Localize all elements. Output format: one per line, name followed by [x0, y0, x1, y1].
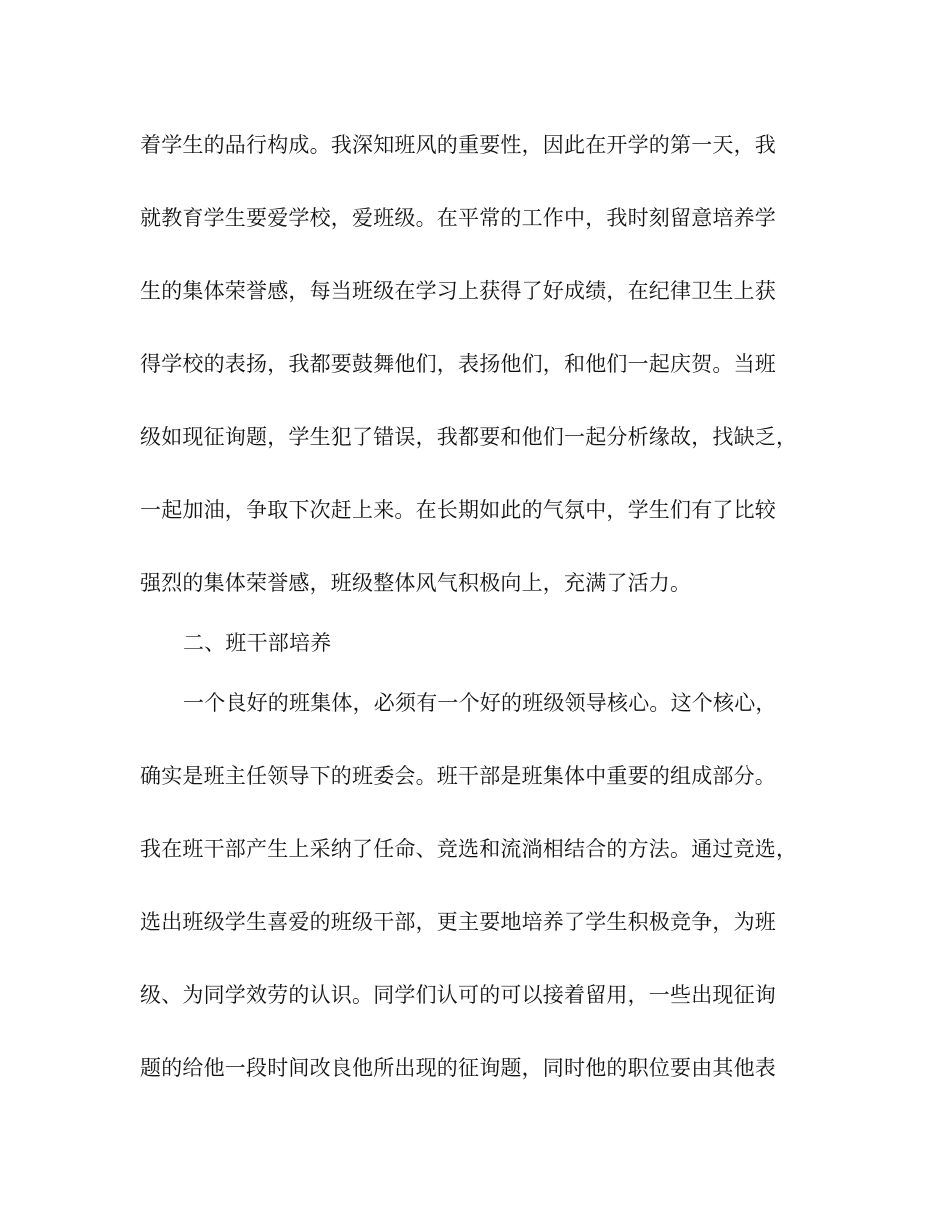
body-text-line: 一起加油，争取下次赶上来。在长期如此的气氛中，学生们有了比较: [140, 498, 776, 522]
body-text-line: 我在班干部产生上采纳了任命、竞选和流淌相结合的方法。通过竞选，: [140, 837, 798, 861]
body-text-line: 得学校的表扬，我都要鼓舞他们，表扬他们，和他们一起庆贺。当班: [140, 352, 776, 376]
body-text-line: 级如现征询题，学生犯了错误，我都要和他们一起分析缘故，找缺乏，: [140, 425, 798, 449]
body-text-line: 着学生的品行构成。我深知班风的重要性，因此在开学的第一天，我: [140, 133, 776, 157]
paragraph-first-line: 一个良好的班集体，必须有一个好的班级领导核心。这个核心，: [183, 691, 777, 715]
body-text-line: 题的给他一段时间改良他所出现的征询题，同时他的职位要由其他表: [140, 1056, 776, 1080]
body-text-line: 确实是班主任领导下的班委会。班干部是班集体中重要的组成部分。: [140, 764, 776, 788]
body-text-line: 选出班级学生喜爱的班级干部，更主要地培养了学生积极竞争，为班: [140, 910, 776, 934]
section-heading: 二、班干部培养: [183, 631, 332, 655]
body-text-line: 就教育学生要爱学校，爱班级。在平常的工作中，我时刻留意培养学: [140, 206, 776, 230]
body-text-line: 生的集体荣誉感，每当班级在学习上获得了好成绩，在纪律卫生上获: [140, 279, 776, 303]
body-text-line: 级、为同学效劳的认识。同学们认可的可以接着留用，一些出现征询: [140, 983, 776, 1007]
body-text-line: 强烈的集体荣誉感，班级整体风气积极向上，充满了活力。: [140, 571, 692, 595]
